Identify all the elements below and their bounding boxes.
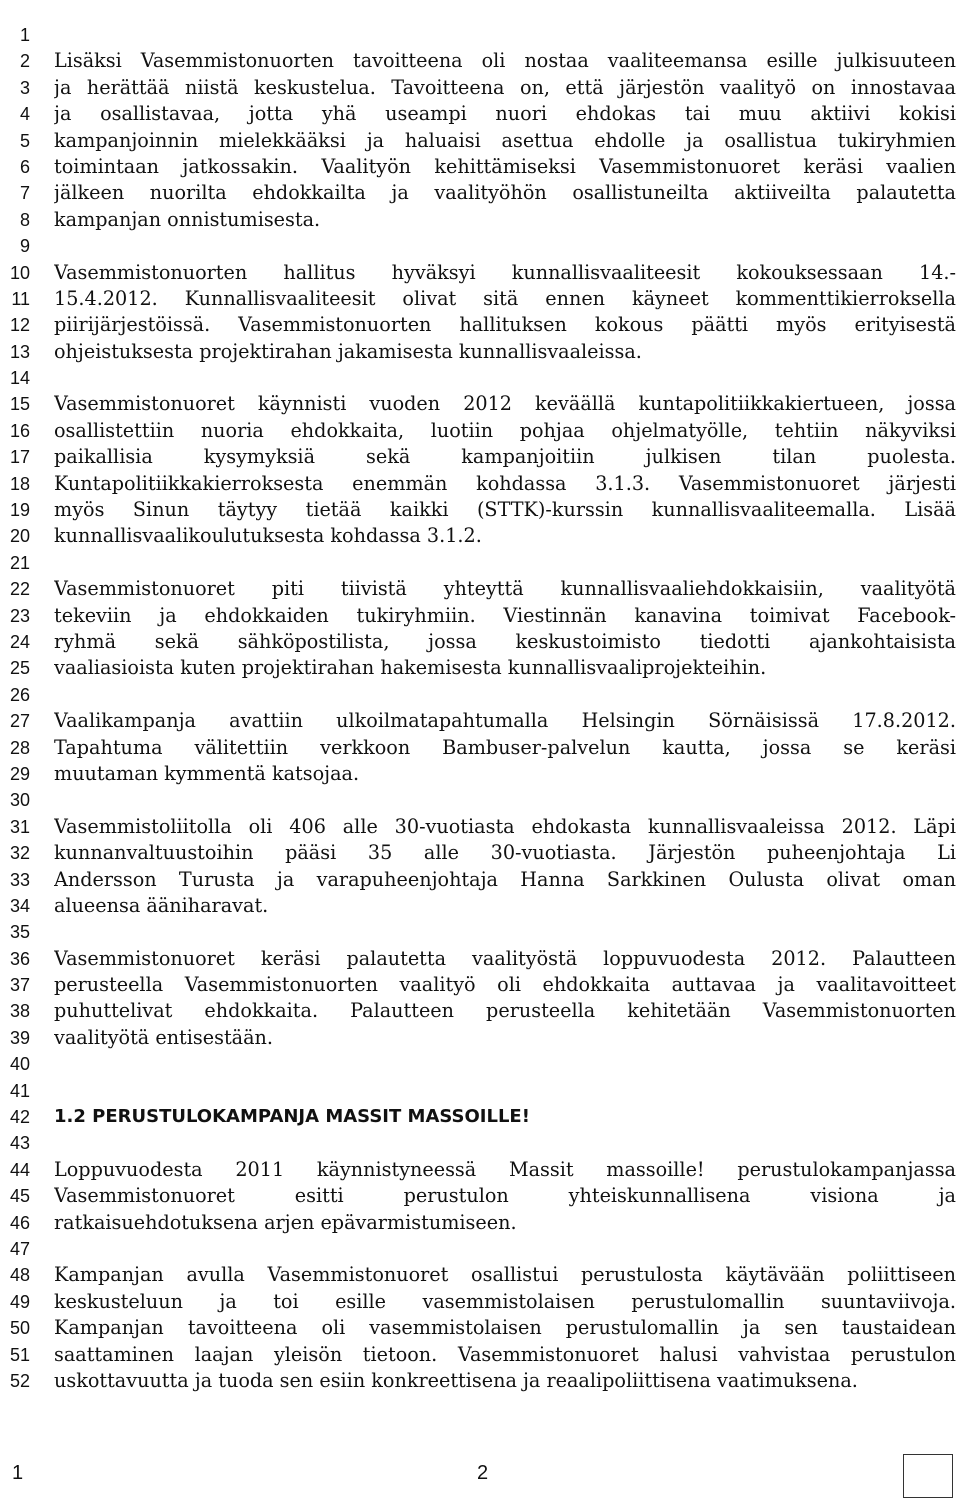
text-line: muutaman kymmentä katsojaa.: [54, 761, 360, 785]
text-line: Vasemmistoliitolla oli 406 alle 30-vuotiasta ehdokasta kunnallisvaaleissa 2012. Läpi: [54, 814, 956, 838]
line-number: 45: [9, 1186, 30, 1207]
blank-line: [54, 365, 956, 391]
text-line: ja herättää niistä keskustelua. Tavoitteena on, että järjestön vaalityö on innostavaa: [54, 75, 956, 99]
blank-line: [54, 1051, 956, 1077]
blank-line: [54, 1236, 956, 1262]
blank-line: [54, 233, 956, 259]
text-line: keskusteluun ja toi esille vasemmistolaisen perustulomallin suuntaviivoja.: [54, 1289, 956, 1313]
line-number: 34: [9, 895, 30, 916]
text-line: Loppuvuodesta 2011 käynnistyneessä Massit massoille! perustulokampanjassa: [54, 1157, 956, 1181]
line-number: 22: [9, 579, 30, 600]
text-line: Vasemmistonuoret käynnisti vuoden 2012 keväällä kuntapolitiikkakiertueen, jossa: [54, 392, 956, 416]
line-number: 50: [9, 1318, 30, 1339]
line-number: 51: [9, 1344, 30, 1365]
line-number: 3: [19, 77, 30, 98]
text-line: kunnanvaltuustoihin pääsi 35 alle 30-vuotiasta. Järjestön puheenjohtaja Li: [54, 841, 956, 865]
line-number: 43: [9, 1133, 30, 1154]
line-number: 14: [9, 368, 30, 389]
line-number: 10: [9, 262, 30, 283]
text-line: 15.4.2012. Kunnallisvaaliteesit olivat sitä ennen käyneet kommenttikierroksella: [54, 286, 956, 310]
text-line: myös Sinun täytyy tietää kaikki (STTK)-kurssin kunnallisvaaliteemalla. Lisää: [54, 498, 956, 522]
text-line: Vasemmistonuorten hallitus hyväksyi kunnallisvaaliteesit kokouksessaan 14.-: [54, 260, 956, 284]
line-number: 15: [9, 394, 30, 415]
line-number: 38: [9, 1001, 30, 1022]
line-number: 11: [11, 288, 30, 309]
page-number: 2: [477, 1462, 489, 1484]
footer-left-number: 1: [12, 1462, 24, 1484]
line-number: 52: [9, 1370, 30, 1391]
text-line: Andersson Turusta ja varapuheenjohtaja Hanna Sarkkinen Oulusta olivat oman: [54, 867, 956, 891]
line-number: 12: [9, 315, 30, 336]
line-number-gutter: [0, 22, 30, 1394]
text-line: jälkeen nuorilta ehdokkailta ja vaalityöhön osallistuneilta aktiiveilta palautetta: [54, 181, 956, 205]
text-line: osallistettiin nuoria ehdokkaita, luotiin pohjaa ohjelmatyölle, tehtiin näkyviksi: [54, 418, 956, 442]
line-number: 37: [9, 975, 30, 996]
blank-line: [54, 1078, 956, 1104]
text-line: toimintaan jatkossakin. Vaalityön kehittämiseksi Vasemmistonuoret keräsi vaalien: [54, 154, 956, 178]
text-line: uskottavuutta ja tuoda sen esiin konkreettisena ja reaalipoliittisena vaatimuksena.: [54, 1368, 858, 1392]
text-line: Vasemmistonuoret esitti perustulon yhteiskunnallisena visiona ja: [54, 1184, 956, 1208]
text-line: Vasemmistonuoret piti tiivistä yhteyttä kunnallisvaaliehdokkaisiin, vaalityötä: [54, 577, 956, 601]
blank-line: [54, 1130, 956, 1156]
line-number: 47: [9, 1238, 30, 1259]
footer-checkbox-frame: [903, 1454, 953, 1498]
line-number: 5: [19, 130, 30, 151]
line-number: 25: [9, 658, 30, 679]
text-line: perusteella Vasemmistonuorten vaalityö oli ehdokkaita auttavaa ja vaalitavoitteet: [54, 973, 956, 997]
line-number: 21: [9, 552, 30, 573]
line-number: 24: [9, 631, 30, 652]
line-number: 49: [9, 1291, 30, 1312]
text-line: ohjeistuksesta projektirahan jakamisesta kunnallisvaaleissa.: [54, 339, 642, 363]
line-number: 41: [9, 1080, 30, 1101]
line-number: 4: [19, 104, 30, 125]
line-number: 23: [9, 605, 30, 626]
text-line: piirijärjestöissä. Vasemmistonuorten hallituksen kokous päätti myös erityisestä: [54, 313, 956, 337]
line-number: 27: [9, 711, 30, 732]
line-number: 46: [9, 1212, 30, 1233]
line-number: 44: [9, 1159, 30, 1180]
line-number: 48: [9, 1265, 30, 1286]
line-number: 2: [19, 51, 30, 72]
line-number: 39: [9, 1027, 30, 1048]
blank-line: [54, 550, 956, 576]
line-number: 16: [9, 420, 30, 441]
text-line: Kampanjan avulla Vasemmistonuoret osallistui perustulosta käytävään poliittiseen: [54, 1263, 956, 1287]
text-line: saattaminen laajan yleisön tietoon. Vasemmistonuoret halusi vahvistaa perustulon: [54, 1342, 956, 1366]
text-line: kunnallisvaalikoulutuksesta kohdassa 3.1.2.: [54, 524, 482, 548]
text-line: Vaalikampanja avattiin ulkoilmatapahtumalla Helsingin Sörnäisissä 17.8.2012.: [54, 709, 956, 733]
text-line: alueensa ääniharavat.: [54, 893, 269, 917]
line-number: 17: [9, 447, 30, 468]
line-number: 6: [19, 156, 30, 177]
line-number: 18: [9, 473, 30, 494]
text-line: Lisäksi Vasemmistonuorten tavoitteena oli nostaa vaaliteemansa esille julkisuuteen: [54, 49, 956, 73]
blank-line: [54, 22, 956, 48]
line-number: 33: [9, 869, 30, 890]
line-number: 36: [9, 948, 30, 969]
blank-line: [54, 682, 956, 708]
line-number: 7: [19, 183, 30, 204]
blank-line: [54, 919, 956, 945]
line-number: 13: [9, 341, 30, 362]
text-line: Kampanjan tavoitteena oli vasemmistolaisen perustulomallin ja sen taustaidean: [54, 1316, 956, 1340]
text-line: ja osallistavaa, jotta yhä useampi nuori ehdokas tai muu aktiivi kokisi: [54, 102, 956, 126]
line-number: 42: [9, 1107, 30, 1128]
text-line: ratkaisuehdotuksena arjen epävarmistumiseen.: [54, 1210, 517, 1234]
text-line: vaaliasioista kuten projektirahan hakemisesta kunnallisvaaliprojekteihin.: [54, 656, 767, 680]
line-number: 30: [9, 790, 30, 811]
line-number: 26: [9, 684, 30, 705]
text-line: puhuttelivat ehdokkaita. Palautteen perusteella kehitetään Vasemmistonuorten: [54, 999, 956, 1023]
line-number: 19: [9, 500, 30, 521]
line-number: 31: [9, 816, 30, 837]
text-line: Vasemmistonuoret keräsi palautetta vaalityöstä loppuvuodesta 2012. Palautteen: [54, 946, 956, 970]
line-number: 32: [9, 843, 30, 864]
text-line: kampanjoinnin mielekkääksi ja haluaisi asettua ehdolle ja osallistua tukiryhmien: [54, 128, 956, 152]
text-line: kampanjan onnistumisesta.: [54, 207, 321, 231]
text-line: ryhmä sekä sähköpostilista, jossa keskustoimisto tiedotti ajankohtaisista: [54, 629, 956, 653]
document-body: [54, 22, 956, 1394]
section-heading: 1.2 PERUSTULOKAMPANJA MASSIT MASSOILLE!: [54, 1106, 530, 1128]
line-number: 1: [19, 25, 30, 45]
text-line: paikallisia kysymyksiä sekä kampanjoitiin julkisen tilan puolesta.: [54, 445, 956, 469]
line-number: 35: [9, 922, 30, 943]
line-number: 9: [19, 236, 30, 257]
text-line: tekeviin ja ehdokkaiden tukiryhmiin. Viestinnän kanavina toimivat Facebook-: [54, 603, 956, 627]
line-number: 8: [19, 209, 30, 230]
line-number: 29: [9, 763, 30, 784]
line-number: 28: [9, 737, 30, 758]
text-line: vaalityötä entisestään.: [54, 1025, 273, 1049]
blank-line: [54, 787, 956, 813]
text-line: Kuntapolitiikkakierroksesta enemmän kohdassa 3.1.3. Vasemmistonuoret järjesti: [54, 471, 956, 495]
text-line: Tapahtuma välitettiin verkkoon Bambuser-palvelun kautta, jossa se keräsi: [54, 735, 956, 759]
line-number: 40: [9, 1054, 30, 1075]
line-number: 20: [9, 526, 30, 547]
